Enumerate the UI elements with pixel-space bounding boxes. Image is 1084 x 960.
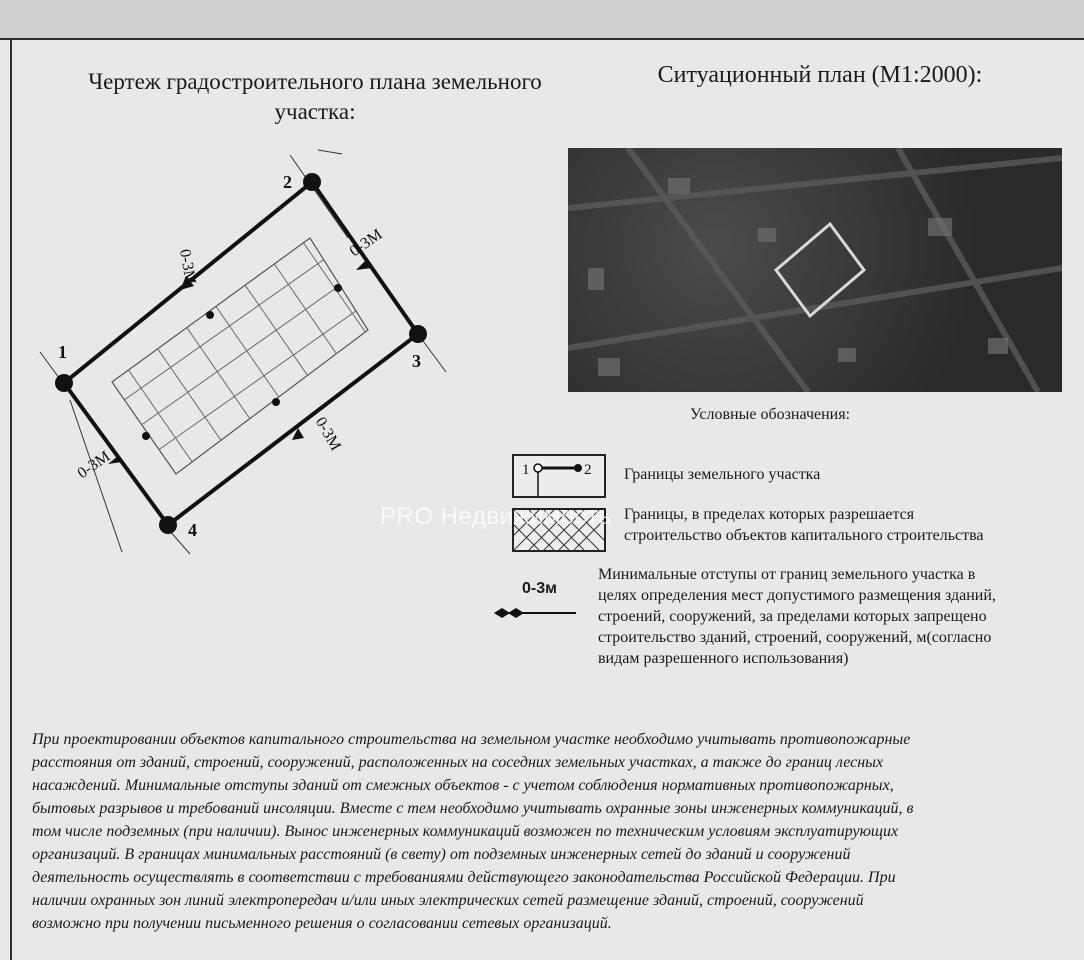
note-line: наличии охранных зон линий электропередач и/или иных электрических сетей размещение зданий, строений, сооружений [32,892,864,909]
note-line: бытовых разрывов и требований инсоляции. Вместе с тем необходимо учитывать охранные зоны инженерных коммуникаций, в [32,800,914,817]
legend-text-buildable-line1: Границы, в пределах которых разрешается [624,506,915,523]
note-line: организаций. В границах минимальных расстояний (в свету) от подземных инженерных сетей до зданий и сооружений [32,846,851,863]
legend-text-buildable-line2: строительство объектов капитального строительства [624,527,984,544]
offset-label-left: 0-3М [74,447,114,483]
situation-plan-title: Ситуационный план (М1:2000): [657,62,983,88]
note-line: При проектировании объектов капитального строительства на земельном участке необходимо учитывать противопожарные [32,731,911,748]
legend-point-2: 2 [584,462,592,478]
point-label-2: 2 [283,172,292,192]
offset-label-right: 0-3М [346,225,386,261]
legend-offsets-line: целях определения мест допустимого размещения зданий, [598,587,996,604]
legend-text-buildable [624,504,1064,546]
offset-label-bottom: 0-3М [311,414,345,454]
parcel-corner-points [55,173,427,534]
legend-offsets-line: строений, сооружений, за пределами которых запрещено [598,608,987,625]
legend-text-boundary: Границы земельного участка [624,466,821,483]
legend-offsets-line: видам разрешенного использования) [598,650,849,667]
satellite-photo [568,148,1062,392]
drawing-title: Чертеж градостроительного плана земельного участка: [88,69,542,124]
offset-label-top: 0-3М [175,247,199,286]
note-line: том числе подземных (при наличии). Вынос инженерных коммуникаций возможен по техническим условиям эксплуатирующих [32,823,899,840]
legend-point-1: 1 [522,462,530,478]
note-line: деятельность осуществлять в соответствии с требованиями действующего законодательства Российской Федерации. При [32,869,896,886]
legend-offsets-line: Минимальные отступы от границ земельного участка в [598,566,976,583]
note-line: возможно при получении письменного решения о согласовании сетевых организаций. [32,915,612,932]
legend-symbol-boundary [512,454,606,498]
note-line: насаждений. Минимальные отступы зданий от смежных объектов - с учетом соблюдения нормативных противопожарных, [32,777,894,794]
watermark: PRO Недвижимость [380,503,612,530]
note-line: расстояния от зданий, строений, сооружений, расположенных на соседних земельных участках, а также до границ лесных [32,754,884,771]
legend-offset-symbol [492,604,578,622]
point-label-3: 3 [412,351,421,371]
legend-offset-label: 0-3м [522,580,557,597]
point-label-1: 1 [58,342,67,362]
legend-title: Условные обозначения: [690,406,851,423]
legend-text-offsets [598,564,1078,669]
legend-offsets-line: строительство зданий, строений, сооружений, м(согласно [598,629,992,646]
design-note [32,728,1084,935]
point-label-4: 4 [188,520,197,540]
